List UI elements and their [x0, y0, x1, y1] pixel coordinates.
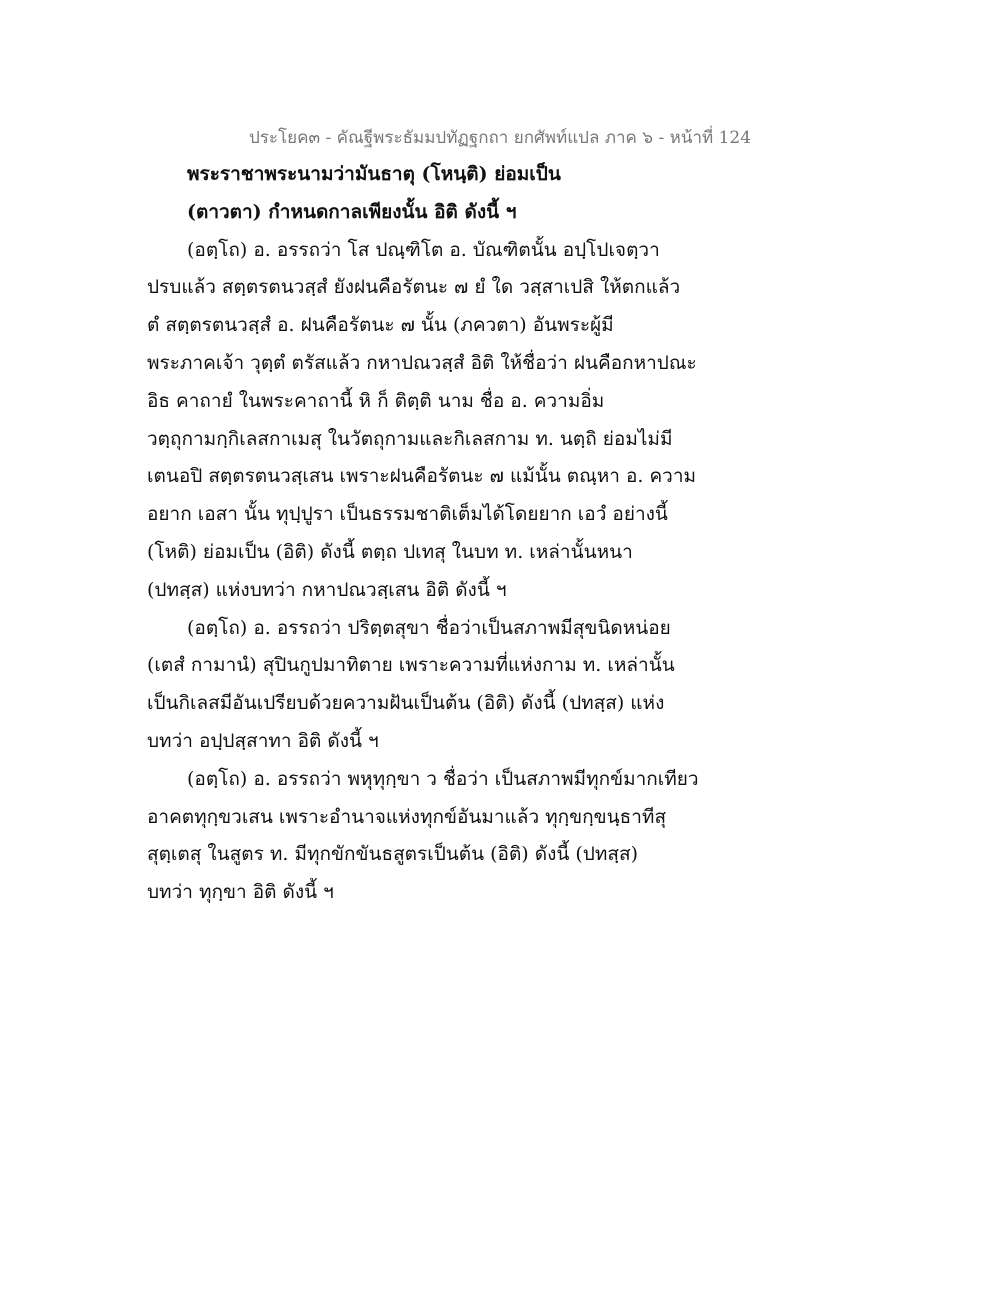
text-line: พระราชาพระนามว่ามันธาตุ (โหนฺติ) ย่อมเป็น	[187, 163, 561, 185]
text-line: เตนอปิ สตฺตรตนวสฺเสน เพราะฝนคือรัตนะ ๗ แม้นั้น ตณฺหา อ. ความ	[147, 465, 697, 488]
text-line: (อตฺโถ) อ. อรรถว่า โส ปณฺฑิโต อ. บัณฑิตนั้น อปฺโปเจตฺวา	[187, 238, 660, 261]
text-line: ปรบแล้ว สตฺตรตนวสฺสํ ยังฝนคือรัตนะ ๗ ยํ ใด วสฺสาเปสิ ให้ตกแล้ว	[147, 276, 681, 299]
text-line: พระภาคเจ้า วุตฺตํ ตรัสแล้ว กหาปณวสฺสํ อิติ ให้ชื่อว่า ฝนคือกหาปณะ	[147, 351, 697, 374]
text-line: วตฺถุกามกฺกิเลสกาเมสุ ในวัตถุกามและกิเลสกาม ท. นตฺถิ ย่อมไม่มี	[147, 427, 673, 450]
text-line: (เตสํ กามานํ) สุปินกูปมาทิตาย เพราะความที่แห่งกาม ท. เหล่านั้น	[147, 654, 675, 677]
text-line: (อตฺโถ) อ. อรรถว่า พหุทุกฺขา ว ชื่อว่า เป็นสภาพมีทุกข์มากเทียว	[187, 767, 699, 790]
text-line: อาคตทุกฺขวเสน เพราะอำนาจแห่งทุกข์อันมาแล้ว ทุกฺขกฺขนฺธาทีสุ	[147, 805, 667, 828]
text-line: (ปทสฺส) แห่งบทว่า กหาปณวสฺเสน อิติ ดังนี้ ฯ	[147, 578, 507, 601]
text-line: สุตฺเตสุ ในสูตร ท. มีทุกขักขันธสูตรเป็นต้น (อิติ) ดังนี้ (ปทสฺส)	[147, 843, 638, 866]
text-line: (ตาวตา) กำหนดกาลเพียงนั้น อิติ ดังนี้ ฯ	[187, 200, 517, 223]
text-line: บทว่า อปฺปสฺสาทา อิติ ดังนี้ ฯ	[147, 729, 379, 752]
text-line: (โหติ) ย่อมเป็น (อิติ) ดังนี้ ตตฺถ ปเทสุ ในบท ท. เหล่านั้นหนา	[147, 540, 633, 563]
text-line: (อตฺโถ) อ. อรรถว่า ปริตฺตสุขา ชื่อว่าเป็นสภาพมีสุขนิดหน่อย	[187, 616, 671, 639]
body-text	[147, 156, 867, 912]
text-line: บทว่า ทุกฺขา อิติ ดังนี้ ฯ	[147, 881, 334, 904]
text-line: เป็นกิเลสมีอันเปรียบด้วยความฝันเป็นต้น (อิติ) ดังนี้ (ปทสฺส) แห่ง	[147, 692, 665, 715]
text-line: อิธ คาถายํ ในพระคาถานี้ หิ ก็ ติตฺติ นาม ชื่อ อ. ความอิ่ม	[147, 389, 605, 412]
running-header: ประโยค๓ - คัณฐีพระธัมมปทัฏฐกถา ยกศัพท์แปล ภาค ๖ - หน้าที่ 124	[248, 128, 752, 148]
text-line: อยาก เอสา นั้น ทุปฺปูรา เป็นธรรมชาติเต็มได้โดยยาก เอวํ อย่างนี้	[147, 503, 668, 526]
text-line: ตํ สตฺตรตนวสฺสํ อ. ฝนคือรัตนะ ๗ นั้น (ภควตา) อันพระผู้มี	[147, 314, 614, 337]
